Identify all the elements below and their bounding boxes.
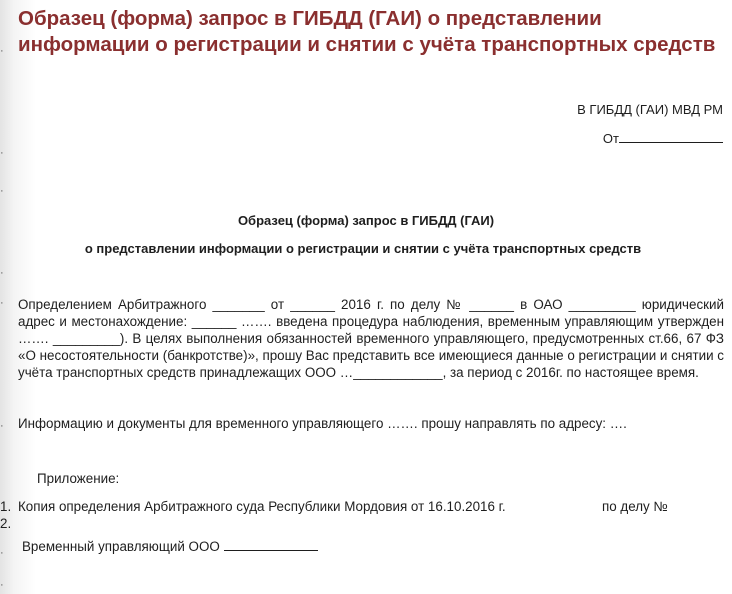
- body-paragraph: Информацию и документы для временного управляющего ……. прошу направлять по адресу: ….: [18, 416, 627, 431]
- list-number: 1.: [0, 499, 12, 514]
- margin-marker: ·: [0, 297, 4, 309]
- addressee-to: В ГИБДД (ГАИ) МВД РМ: [577, 102, 723, 117]
- signature-label: Временный управляющий ООО: [22, 539, 220, 554]
- margin-marker: ·: [0, 147, 4, 159]
- attachment-item: Копия определения Арбитражного суда Республики Мордовия от 16.10.2016 г.: [18, 499, 506, 514]
- margin-marker: ·: [0, 579, 4, 591]
- page-title: Образец (форма) запрос в ГИБДД (ГАИ) о представлении информации о регистрации и снятии с учёта транспортных средств: [18, 7, 716, 56]
- signature-blank: [224, 538, 318, 551]
- document-subheading: о представлении информации о регистрации и снятии с учёта транспортных средств: [84, 241, 642, 256]
- list-number: 2.: [0, 516, 12, 531]
- body-paragraph: Определением Арбитражного _______ от ______ 2016 г. по делу № ______ в ОАО _________ юридический адрес и местонахождение: ______ ……. введена процедура наблюдения, временным управляющим утвержден ……. _________). В целях выполнения обязанностей временного управляющего, предусмотренных ст.66, 67 ФЗ «О несостоятельности (банкротстве)», прошу Вас представить все имеющиеся данные о регистрации и снятии с учёта транспортных средств принадлежащих ООО …____________, за период с 2016г. по настоящее время.: [18, 297, 724, 380]
- margin-marker: ·: [0, 420, 4, 432]
- signature-line: [22, 538, 318, 554]
- attachment-label: Приложение:: [37, 471, 120, 486]
- addressee-from-label: От: [602, 131, 619, 146]
- attachment-item-tail: по делу №: [602, 499, 668, 514]
- margin-marker: ·: [0, 267, 4, 279]
- margin-marker: ·: [0, 45, 4, 57]
- signature-blank: [619, 130, 723, 143]
- document-heading: Образец (форма) запрос в ГИБДД (ГАИ): [237, 213, 495, 228]
- addressee-from: [603, 130, 723, 146]
- margin-marker: ·: [0, 547, 4, 559]
- margin-marker: ·: [0, 185, 4, 197]
